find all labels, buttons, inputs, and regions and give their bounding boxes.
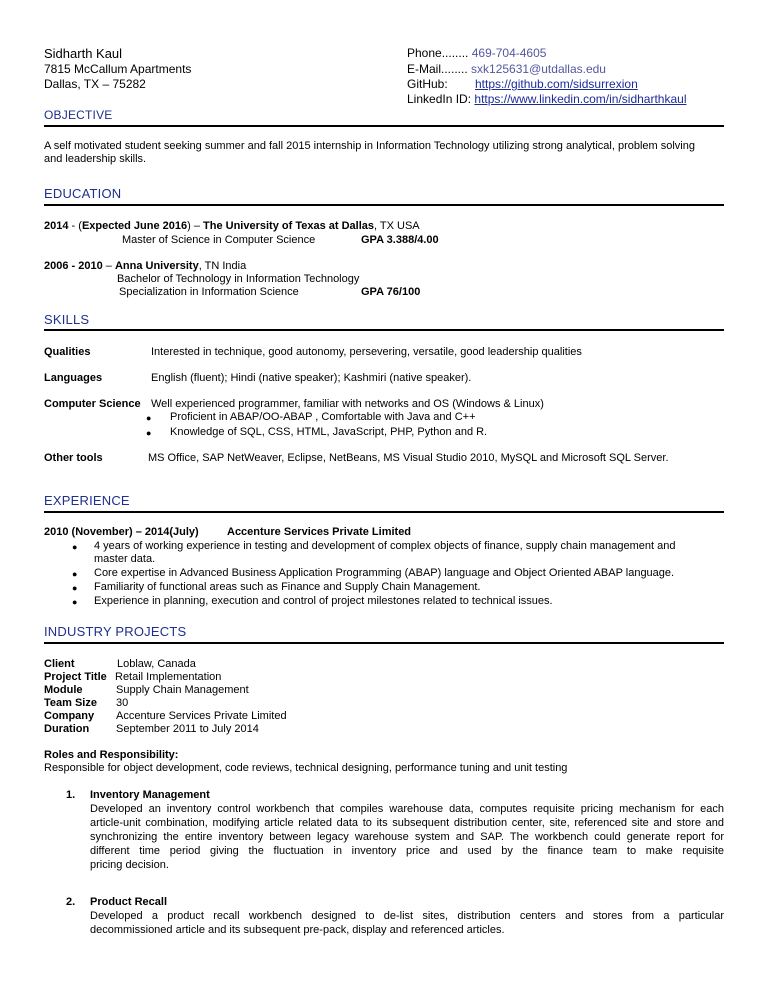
github-row — [407, 77, 448, 92]
edu2-degree: Bachelor of Technology in Information Technology — [117, 273, 360, 285]
edu2-school: Anna University — [114, 260, 199, 272]
cs-bullet-2: Knowledge of SQL, CSS, HTML, JavaScript, PHP, Python and R. — [170, 426, 488, 438]
project-2-line-1: Developed a product recall workbench designed to de-list sites, distribution centers and stores from a particular — [90, 910, 724, 922]
project-2-title: Product Recall — [90, 896, 168, 908]
bullet-icon: ● — [146, 413, 152, 423]
objective-line-2: and leadership skills. — [44, 153, 147, 165]
project-1-number: 1. — [66, 789, 76, 801]
project-title-label: Project Title — [44, 671, 107, 683]
experience-divider — [44, 511, 724, 513]
exp-bullet-2: Core expertise in Advanced Business Application Programming (ABAP) language and Object Oriented ABAP language. — [94, 567, 675, 579]
computer-science-label: Computer Science — [44, 398, 141, 410]
projects-heading: INDUSTRY PROJECTS — [44, 624, 187, 639]
project-2-description — [90, 910, 724, 937]
edu2-location: , TN India — [198, 260, 247, 272]
other-tools-label: Other tools — [44, 452, 103, 464]
exp-bullet-1-line-2: master data. — [94, 553, 156, 565]
objective-heading: OBJECTIVE — [44, 108, 113, 122]
edu1-years: 2014 — [44, 220, 69, 232]
edu1-location: , TX USA — [374, 220, 420, 232]
qualities-value: Interested in technique, good autonomy, persevering, versatile, good leadership qualities — [151, 346, 582, 358]
exp-bullet-4: Experience in planning, execution and control of project milestones related to technical issues. — [94, 595, 553, 607]
computer-science-value: Well experienced programmer, familiar with networks and OS (Windows & Linux) — [151, 398, 544, 410]
edu2-sep: – — [102, 260, 115, 272]
linkedin-row — [407, 92, 687, 107]
project-title-value: Retail Implementation — [115, 671, 222, 683]
duration-label: Duration — [44, 723, 90, 735]
project-1-line-4: different time period giving the fluctuation in inventory price and used by the finance team to make requisite — [90, 845, 724, 857]
roles-text: Responsible for object development, code reviews, technical designing, performance tuning and unit testing — [44, 762, 568, 774]
edu2-gpa: GPA 76/100 — [361, 286, 421, 298]
education-heading: EDUCATION — [44, 186, 122, 201]
phone-label: Phone........ — [407, 46, 469, 60]
bullet-icon: ● — [72, 597, 78, 607]
linkedin-label: LinkedIn ID: — [407, 92, 472, 106]
project-1-line-1: Developed an inventory control workbench that compiles warehouse data, computes requisite pricing mechanism for each — [90, 803, 724, 815]
client-value: Loblaw, Canada — [117, 658, 196, 670]
edu2-specialization: Specialization in Information Science — [119, 286, 299, 298]
exp-bullet-3: Familiarity of functional areas such as Finance and Supply Chain Management. — [94, 581, 481, 593]
skills-heading: SKILLS — [44, 312, 90, 327]
edu1-school: The University of Texas at Dallas — [203, 220, 374, 232]
candidate-name: Sidharth Kaul — [44, 46, 123, 61]
edu1-expected: Expected June 2016 — [81, 220, 188, 232]
team-size-label: Team Size — [44, 697, 97, 709]
projects-divider — [44, 642, 724, 644]
qualities-label: Qualities — [44, 346, 91, 358]
languages-label: Languages — [44, 372, 103, 384]
project-1-title: Inventory Management — [90, 789, 210, 801]
edu1-gpa: GPA 3.388/4.00 — [361, 234, 439, 246]
email-value: sxk125631@utdallas.edu — [471, 62, 606, 76]
experience-heading: EXPERIENCE — [44, 493, 130, 508]
languages-value: English (fluent); Hindi (native speaker); Kashmiri (native speaker). — [151, 372, 472, 384]
edu1-degree: Master of Science in Computer Science — [122, 234, 316, 246]
address-line-1: 7815 McCallum Apartments — [44, 62, 192, 76]
skills-divider — [44, 329, 724, 331]
education-divider — [44, 204, 724, 206]
module-label: Module — [44, 684, 83, 696]
project-1-line-3: synchronizing the entire inventory between legacy warehouse system and SAP. The workbench could generate report for — [90, 831, 724, 843]
bullet-icon: ● — [72, 583, 78, 593]
education-entry-2 — [44, 260, 246, 273]
education-entry-1 — [44, 220, 420, 233]
roles-heading: Roles and Responsibility: — [44, 749, 179, 761]
module-value: Supply Chain Management — [116, 684, 249, 696]
objective-line-1: A self motivated student seeking summer and fall 2015 internship in Information Technology utilizing strong analytical, problem solving — [44, 140, 695, 152]
github-label: GitHub: — [407, 77, 448, 91]
experience-company: Accenture Services Private Limited — [227, 526, 412, 538]
phone-row — [407, 46, 546, 61]
exp-bullet-1-line-1: 4 years of working experience in testing and development of complex objects of finance, supply chain management and — [94, 540, 676, 552]
team-size-value: 30 — [116, 697, 129, 709]
github-link[interactable]: https://github.com/sidsurrexion — [475, 77, 638, 91]
project-2-line-2: decommissioned article and its subsequent pre-pack, display and referenced articles. — [90, 924, 505, 936]
linkedin-link[interactable]: https://www.linkedin.com/in/sidharthkaul — [474, 92, 687, 106]
company-value: Accenture Services Private Limited — [116, 710, 287, 722]
duration-value: September 2011 to July 2014 — [116, 723, 259, 735]
project-1-description — [90, 803, 724, 872]
cs-bullet-1: Proficient in ABAP/OO-ABAP , Comfortable with Java and C++ — [170, 411, 476, 423]
bullet-icon: ● — [72, 542, 78, 552]
other-tools-value: MS Office, SAP NetWeaver, Eclipse, NetBeans, MS Visual Studio 2010, MySQL and Microsoft SQL Server. — [148, 452, 669, 464]
project-2-number: 2. — [66, 896, 76, 908]
project-1-line-5: pricing decision. — [90, 859, 169, 871]
edu1-sep2: ) – — [187, 220, 204, 232]
company-label: Company — [44, 710, 95, 722]
client-label: Client — [44, 658, 75, 670]
edu2-years: 2006 - 2010 — [44, 260, 103, 272]
bullet-icon: ● — [146, 428, 152, 438]
edu1-sep1: - ( — [68, 220, 82, 232]
bullet-icon: ● — [72, 569, 78, 579]
email-row — [407, 62, 606, 77]
phone-value: 469-704-4605 — [471, 46, 547, 60]
address-line-2: Dallas, TX – 75282 — [44, 77, 146, 91]
project-1-line-2: article-unit combination, modifying article related data to its subsequent distribution center, site, referenced site and store and — [90, 817, 724, 829]
email-label: E-Mail........ — [407, 62, 468, 76]
experience-period: 2010 (November) – 2014(July) — [44, 526, 199, 538]
objective-divider — [44, 125, 724, 127]
